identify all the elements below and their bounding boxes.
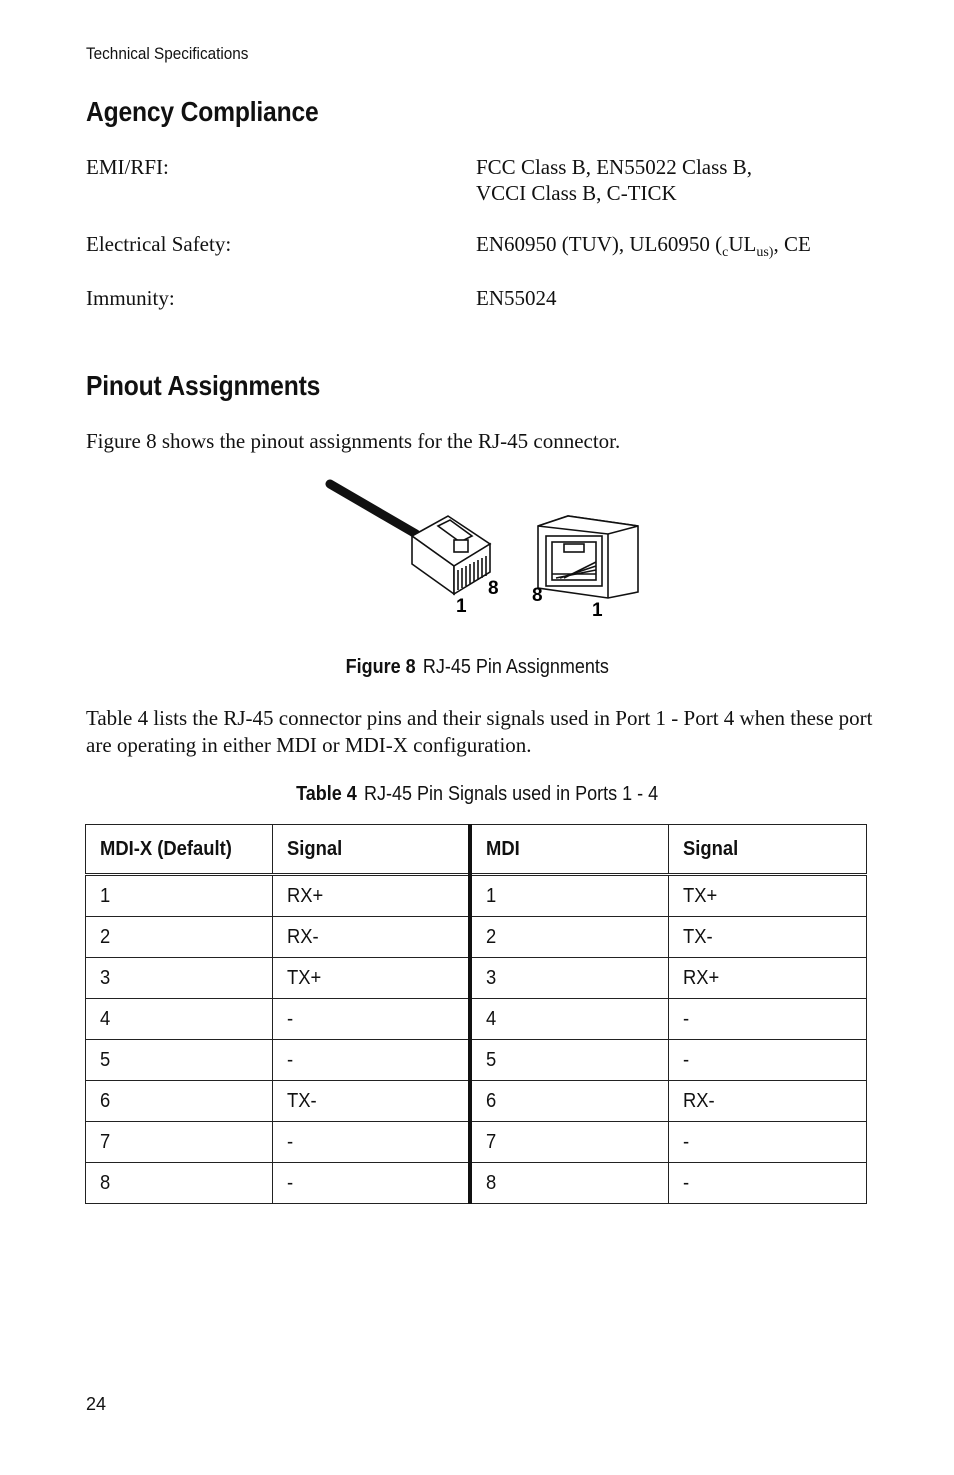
cell-mdix-pin: 4: [86, 999, 273, 1040]
figure-caption-label: Figure 8: [345, 656, 416, 678]
page-number: 24: [86, 1394, 107, 1414]
cell-mdi-signal: TX+: [668, 875, 866, 917]
figure-caption: [0, 656, 954, 679]
cell-mdi-signal: RX-: [668, 1081, 866, 1122]
table-row: [86, 999, 867, 1040]
safety-value-pre: EN60950 (TUV), UL60950 (: [476, 232, 723, 256]
spec-value-emi: [476, 154, 752, 206]
jack-pin-8-label: 8: [532, 585, 543, 606]
spec-label-immunity: Immunity:: [86, 286, 175, 310]
table-intro-paragraph: Table 4 lists the RJ-45 connector pins and their signals used in Port 1 - Port 4 when these port are operating in either MDI or MDI-X configuration.: [86, 706, 873, 757]
cell-mdix-signal: -: [272, 1122, 470, 1163]
cell-mdix-signal: RX-: [272, 917, 470, 958]
plug-pin-8-label: 8: [488, 578, 499, 599]
safety-sub-c: c: [722, 245, 729, 260]
cell-mdix-pin: 8: [86, 1163, 273, 1204]
pin-signals-table: [85, 824, 867, 1204]
agency-compliance-heading: Agency Compliance: [86, 96, 319, 127]
table-caption: [0, 783, 954, 806]
spec-value-emi-line2: VCCI Class B, C-TICK: [476, 181, 677, 205]
cell-mdi-signal: RX+: [668, 958, 866, 999]
running-header: Technical Specifications: [86, 44, 249, 63]
cell-mdix-pin: 3: [86, 958, 273, 999]
cell-mdi-pin: 4: [470, 999, 668, 1040]
cell-mdix-pin: 6: [86, 1081, 273, 1122]
rj45-jack-icon: [538, 516, 638, 598]
plug-pin-1-label: 1: [456, 596, 467, 617]
safety-value-ul: UL: [728, 232, 757, 256]
header-signal-mdix: Signal: [272, 825, 470, 875]
cell-mdi-pin: 8: [470, 1163, 668, 1204]
cell-mdix-pin: 2: [86, 917, 273, 958]
table-caption-text: RJ-45 Pin Signals used in Ports 1 - 4: [363, 783, 659, 805]
cable-icon: [330, 484, 416, 534]
cell-mdi-pin: 2: [470, 917, 668, 958]
cell-mdix-pin: 5: [86, 1040, 273, 1081]
cell-mdi-signal: TX-: [668, 917, 866, 958]
cell-mdix-pin: 1: [86, 875, 273, 917]
cell-mdix-signal: TX-: [272, 1081, 470, 1122]
cell-mdi-signal: -: [668, 1163, 866, 1204]
spec-label-emi: EMI/RFI:: [86, 155, 169, 179]
table-row: [86, 1122, 867, 1163]
safety-sub-us: us): [756, 245, 774, 260]
spec-label-safety: Electrical Safety:: [86, 232, 232, 256]
table-row: [86, 1040, 867, 1081]
cell-mdi-signal: -: [668, 1040, 866, 1081]
table-row: [86, 917, 867, 958]
cell-mdi-pin: 5: [470, 1040, 668, 1081]
cell-mdix-pin: 7: [86, 1122, 273, 1163]
header-mdix: MDI-X (Default): [86, 825, 273, 875]
spec-value-safety: [476, 231, 811, 260]
cell-mdix-signal: -: [272, 999, 470, 1040]
header-signal-mdi: Signal: [668, 825, 866, 875]
cell-mdi-pin: 7: [470, 1122, 668, 1163]
cell-mdi-signal: -: [668, 999, 866, 1040]
cell-mdix-signal: RX+: [272, 875, 470, 917]
cell-mdix-signal: -: [272, 1040, 470, 1081]
cell-mdix-signal: -: [272, 1163, 470, 1204]
cell-mdix-signal: TX+: [272, 958, 470, 999]
jack-pin-1-label: 1: [592, 600, 603, 621]
table-row: [86, 875, 867, 917]
table-row: [86, 1081, 867, 1122]
header-mdi: MDI: [470, 825, 668, 875]
rj45-figure: [320, 474, 650, 624]
table-caption-label: Table 4: [295, 783, 357, 805]
rj45-plug-icon: [412, 516, 490, 594]
safety-value-post: , CE: [773, 232, 811, 256]
table-row: [86, 958, 867, 999]
spec-value-emi-line1: FCC Class B, EN55022 Class B,: [476, 155, 752, 179]
pinout-intro-paragraph: Figure 8 shows the pinout assignments for the RJ-45 connector.: [86, 429, 621, 453]
cell-mdi-signal: -: [668, 1122, 866, 1163]
figure-caption-text: RJ-45 Pin Assignments: [422, 656, 609, 678]
table-header-row: [86, 825, 867, 875]
pinout-assignments-heading: Pinout Assignments: [86, 370, 321, 401]
cell-mdi-pin: 3: [470, 958, 668, 999]
cell-mdi-pin: 1: [470, 875, 668, 917]
spec-value-immunity: EN55024: [476, 286, 557, 310]
cell-mdi-pin: 6: [470, 1081, 668, 1122]
table-row: [86, 1163, 867, 1204]
